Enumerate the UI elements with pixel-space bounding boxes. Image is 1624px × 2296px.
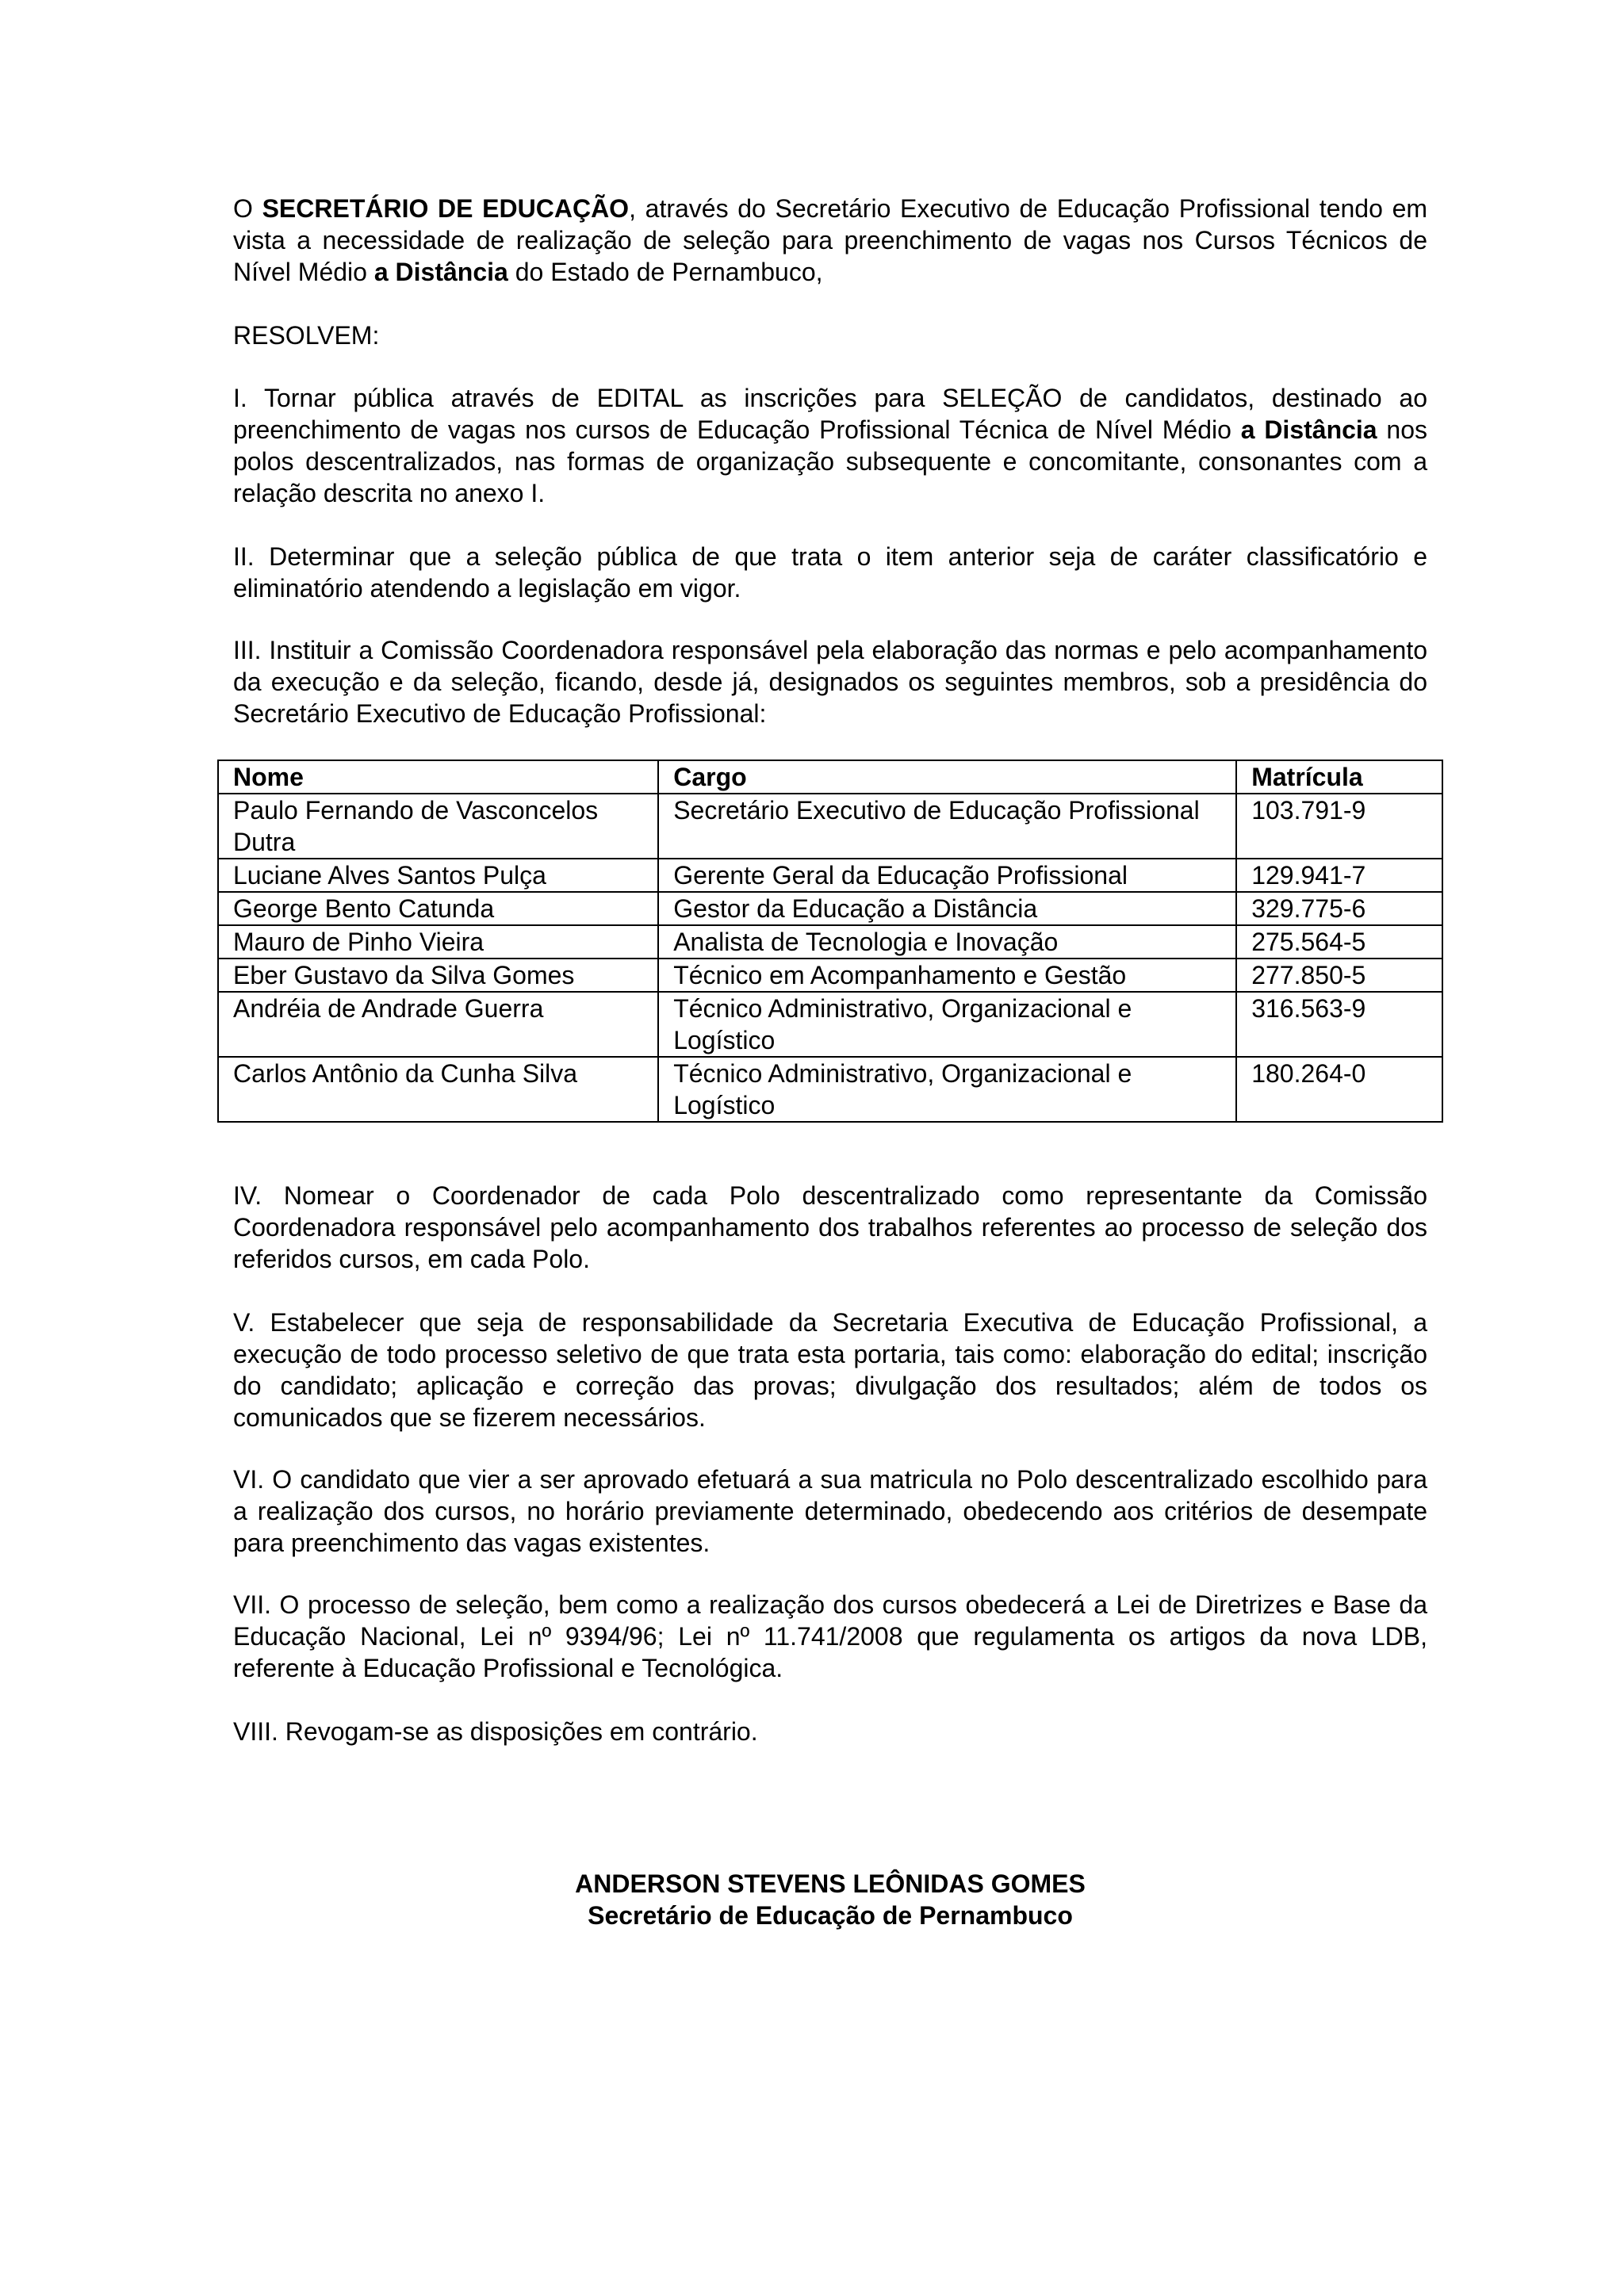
header-matricula: Matrícula bbox=[1236, 760, 1442, 794]
cell-nome: Mauro de Pinho Vieira bbox=[218, 925, 658, 959]
cell-nome: Andréia de Andrade Guerra bbox=[218, 992, 658, 1057]
cell-cargo: Gerente Geral da Educação Profissional bbox=[658, 859, 1236, 892]
signature-block bbox=[233, 1868, 1427, 1931]
intro-text-1: O bbox=[233, 194, 262, 223]
cell-matricula: 277.850-5 bbox=[1236, 959, 1442, 992]
item-3-paragraph: III. Instituir a Comissão Coordenadora responsável pela elaboração das normas e pelo acompanhamento da execução e da seleção, ficando, desde já, designados os seguintes membros, sob a presidência do Secretário Executivo de Educação Profissional: bbox=[233, 636, 1427, 728]
item-1-text-1: I. Tornar pública através de EDITAL as inscrições para SELEÇÃO de candidatos, destinado ao preenchimento de vagas nos cursos de Educação Profissional Técnica de Nível Médio bbox=[233, 384, 1427, 444]
cell-matricula: 129.941-7 bbox=[1236, 859, 1442, 892]
cell-cargo: Técnico Administrativo, Organizacional e Logístico bbox=[658, 992, 1236, 1057]
cell-nome: Eber Gustavo da Silva Gomes bbox=[218, 959, 658, 992]
table-header-row bbox=[218, 760, 1442, 794]
item-2-paragraph: II. Determinar que a seleção pública de que trata o item anterior seja de caráter classificatório e eliminatório atendendo a legislação em vigor. bbox=[233, 542, 1427, 603]
item-4-paragraph: IV. Nomear o Coordenador de cada Polo descentralizado como representante da Comissão Coordenadora responsável pelo acompanhamento dos trabalhos referentes ao processo de seleção dos referidos cursos, em cada Polo. bbox=[233, 1181, 1427, 1273]
intro-bold-1: SECRETÁRIO DE EDUCAÇÃO bbox=[262, 194, 630, 223]
item-1-paragraph bbox=[233, 382, 1427, 509]
intro-text-2: , através do Secretário Executivo de Educação Profissional tendo em vista a necessidade de realização de seleção para preenchimento de vagas nos Cursos Técnicos de Nível Médio bbox=[233, 194, 1428, 286]
cell-cargo: Técnico em Acompanhamento e Gestão bbox=[658, 959, 1236, 992]
cell-matricula: 316.563-9 bbox=[1236, 992, 1442, 1057]
header-cargo: Cargo bbox=[658, 760, 1236, 794]
commission-members-table bbox=[217, 760, 1443, 1123]
item-5-paragraph: V. Estabelecer que seja de responsabilidade da Secretaria Executiva de Educação Profissional, a execução de todo processo seletivo de que trata esta portaria, tais como: elaboração do edital; inscrição do candidato; aplicação e correção das provas; divulgação dos resultados; além de todos os comunicados que se fizerem necessários. bbox=[233, 1308, 1427, 1432]
cell-cargo: Secretário Executivo de Educação Profissional bbox=[658, 794, 1236, 859]
resolvem-heading: RESOLVEM: bbox=[233, 321, 380, 350]
intro-bold-2: a Distância bbox=[373, 258, 508, 286]
intro-text-3: do Estado de Pernambuco, bbox=[508, 258, 823, 286]
cell-cargo: Analista de Tecnologia e Inovação bbox=[658, 925, 1236, 959]
signatory-title: Secretário de Educação de Pernambuco bbox=[588, 1901, 1073, 1930]
header-nome: Nome bbox=[218, 760, 658, 794]
cell-nome: Luciane Alves Santos Pulça bbox=[218, 859, 658, 892]
item-6-paragraph: VI. O candidato que vier a ser aprovado efetuará a sua matricula no Polo descentralizado escolhido para a realização dos cursos, no horário previamente determinado, obedecendo aos critérios de desempate para preenchimento das vagas existentes. bbox=[233, 1465, 1427, 1557]
table-row bbox=[218, 925, 1442, 959]
item-8-paragraph: VIII. Revogam-se as disposições em contrário. bbox=[233, 1717, 758, 1746]
table-row bbox=[218, 859, 1442, 892]
table-row bbox=[218, 892, 1442, 925]
cell-matricula: 275.564-5 bbox=[1236, 925, 1442, 959]
item-1-bold: a Distância bbox=[1240, 415, 1377, 444]
table-row bbox=[218, 794, 1442, 859]
cell-matricula: 103.791-9 bbox=[1236, 794, 1442, 859]
intro-paragraph bbox=[233, 193, 1427, 288]
cell-cargo: Gestor da Educação a Distância bbox=[658, 892, 1236, 925]
cell-nome: Paulo Fernando de Vasconcelos Dutra bbox=[218, 794, 658, 859]
table-row bbox=[218, 992, 1442, 1057]
item-7-paragraph: VII. O processo de seleção, bem como a realização dos cursos obedecerá a Lei de Diretrizes e Base da Educação Nacional, Lei nº 9394/96; Lei nº 11.741/2008 que regulamenta os artigos da nova LDB, referente à Educação Profissional e Tecnológica. bbox=[233, 1590, 1427, 1682]
cell-nome: Carlos Antônio da Cunha Silva bbox=[218, 1057, 658, 1122]
cell-matricula: 180.264-0 bbox=[1236, 1057, 1442, 1122]
table-row bbox=[218, 959, 1442, 992]
cell-matricula: 329.775-6 bbox=[1236, 892, 1442, 925]
item-1-text-2: nos polos descentralizados, nas formas de organização subsequente e concomitante, consonantes com a relação descrita no anexo I. bbox=[233, 415, 1428, 507]
table-row bbox=[218, 1057, 1442, 1122]
signatory-name: ANDERSON STEVENS LEÔNIDAS GOMES bbox=[575, 1869, 1086, 1898]
cell-cargo: Técnico Administrativo, Organizacional e Logístico bbox=[658, 1057, 1236, 1122]
cell-nome: George Bento Catunda bbox=[218, 892, 658, 925]
